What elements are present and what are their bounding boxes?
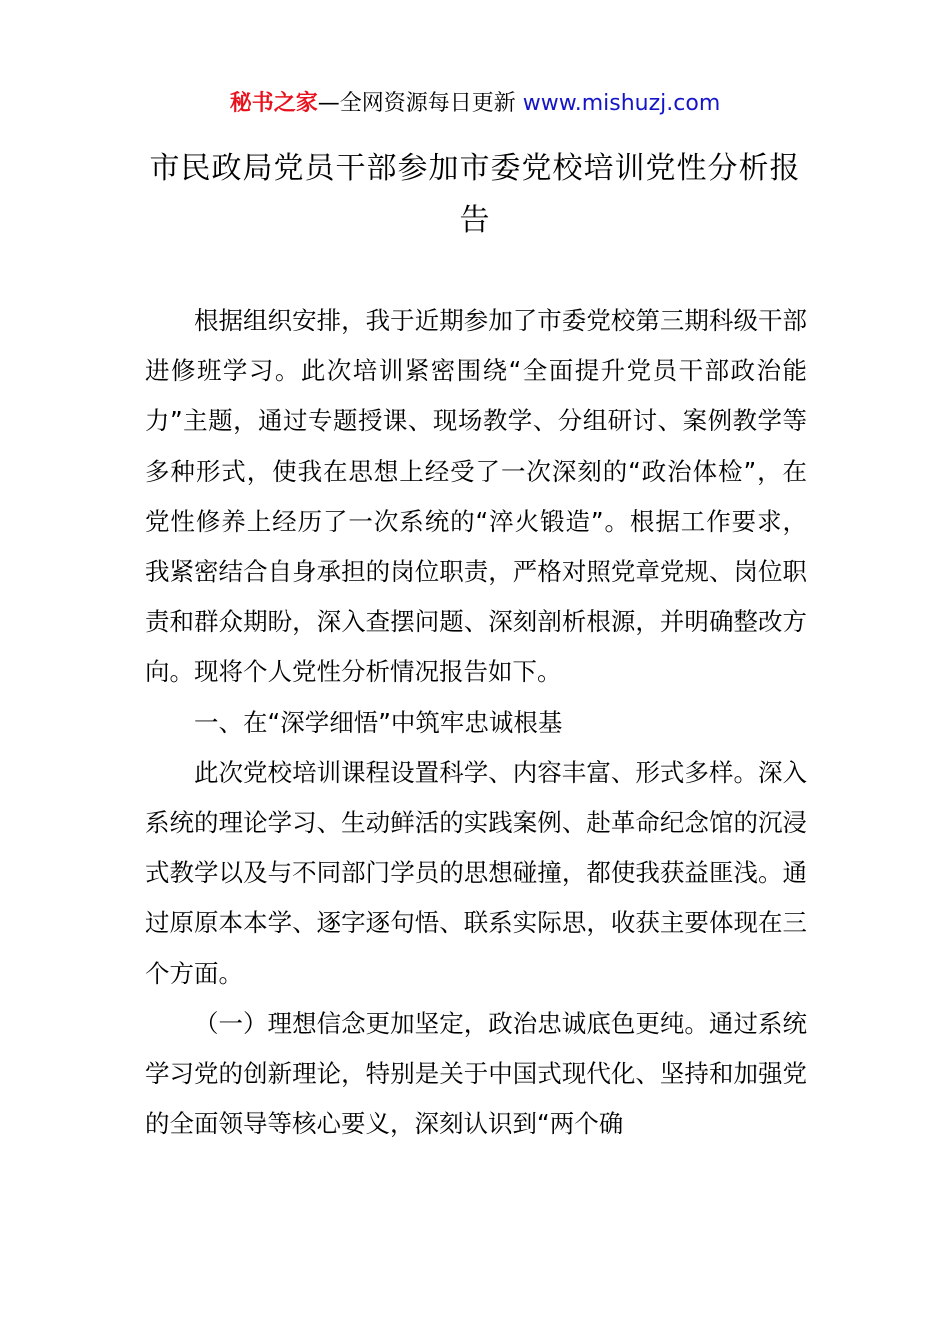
brand-name: 秘书之家: [229, 91, 318, 116]
document-title: 市民政局党员干部参加市委党校培训党性分析报告: [149, 151, 801, 238]
site-header: [0, 88, 950, 120]
site-url-link[interactable]: www.mishuzj.com: [522, 91, 721, 116]
section-heading-1: 一、在“深学细悟”中筑牢忠诚根基: [194, 707, 563, 737]
body-paragraph: 此次党校培训课程设置科学、内容丰富、形式多样。深入系统的理论学习、生动鲜活的实践案例、赴革命纪念馆的沉浸式教学以及与不同部门学员的思想碰撞，都使我获益匪浅。通过原原本本学、逐字逐句悟、联系实际思，收获主要体现在三个方面。: [145, 757, 807, 988]
document-body: [145, 296, 807, 1149]
intro-paragraph: 根据组织安排，我于近期参加了市委党校第三期科级干部进修班学习。此次培训紧密围绕“全面提升党员干部政治能力”主题，通过专题授课、现场教学、分组研讨、案例教学等多种形式，使我在思想上经受了一次深刻的“政治体检”，在党性修养上经历了一次系统的“淬火锻造”。根据工作要求，我紧密结合自身承担的岗位职责，严格对照党章党规、岗位职责和群众期盼，深入查摆问题、深刻剖析根源，并明确整改方向。现将个人党性分析情况报告如下。: [145, 306, 807, 687]
subsection-paragraph-1: （一）理想信念更加坚定，政治忠诚底色更纯。通过系统学习党的创新理论，特别是关于中国式现代化、坚持和加强党的全面领导等核心要义，深刻认识到“两个确: [145, 1008, 807, 1139]
header-tagline: —全网资源每日更新: [317, 91, 523, 116]
